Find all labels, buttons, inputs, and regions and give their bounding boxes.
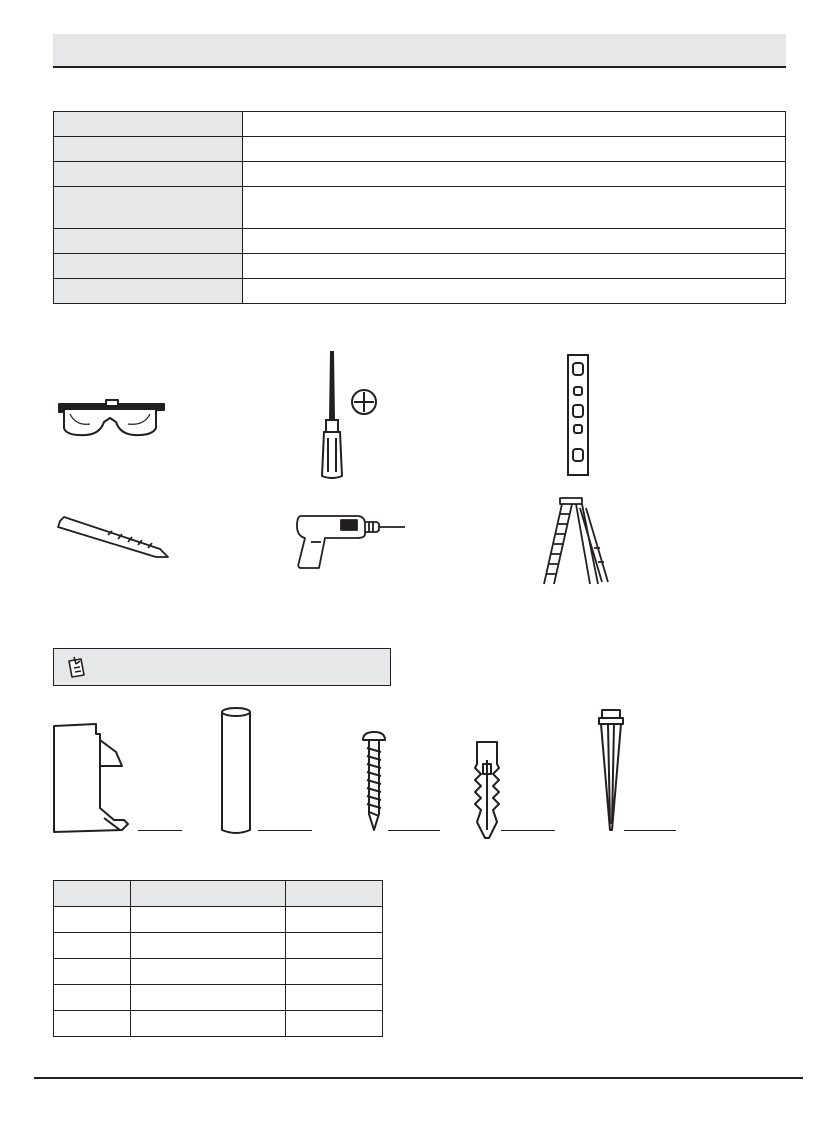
spec-value [243,137,786,162]
table-row [54,907,383,933]
table-row [54,1011,383,1037]
spec-label [54,112,243,137]
spec-row [54,112,786,137]
specifications-table [53,111,786,304]
table-row [54,959,383,985]
phillips-screwdriver-icon [308,350,384,480]
qty-line [624,830,676,831]
parts-table [53,880,383,1037]
stake-icon [596,708,626,834]
table-row [54,933,383,959]
level-icon [565,353,591,477]
table-cell [131,959,286,985]
table-cell [131,933,286,959]
drill-bit-icon [56,515,172,561]
qty-line [501,830,555,831]
note-icon [66,655,88,684]
spec-value [243,254,786,279]
spec-label [54,162,243,187]
spec-row [54,162,786,187]
table-cell [286,933,383,959]
table-cell [286,1011,383,1037]
table-cell [54,985,131,1011]
spec-label [54,229,243,254]
bracket-icon [52,722,132,834]
spec-label [54,279,243,304]
qty-line [138,830,182,831]
power-drill-icon [295,512,409,572]
table-row [54,985,383,1011]
spec-row [54,229,786,254]
spec-row [54,137,786,162]
footer-divider [34,1077,803,1079]
spec-label [54,254,243,279]
table-cell [286,985,383,1011]
spec-label [54,137,243,162]
spec-value [243,162,786,187]
screw-icon [361,730,387,834]
table-cell [131,907,286,933]
wall-anchor-icon [473,740,501,840]
table-cell [54,1011,131,1037]
note-box [53,648,391,686]
spec-row [54,254,786,279]
table-cell [286,907,383,933]
column-header [286,881,383,907]
qty-line [388,830,440,831]
section-header-bar [53,34,786,68]
spec-label [54,187,243,229]
spec-row [54,279,786,304]
table-cell [54,907,131,933]
spec-row [54,187,786,229]
column-header [54,881,131,907]
table-cell [54,933,131,959]
spec-value [243,112,786,137]
table-cell [131,985,286,1011]
table-cell [131,1011,286,1037]
parts-table-header [54,881,383,907]
column-header [131,881,286,907]
rod-icon [219,706,253,836]
spec-value [243,229,786,254]
safety-glasses-icon [56,388,168,440]
spec-value [243,187,786,229]
table-cell [286,959,383,985]
step-ladder-icon [540,496,612,588]
table-cell [54,959,131,985]
qty-line [258,830,312,831]
spec-value [243,279,786,304]
